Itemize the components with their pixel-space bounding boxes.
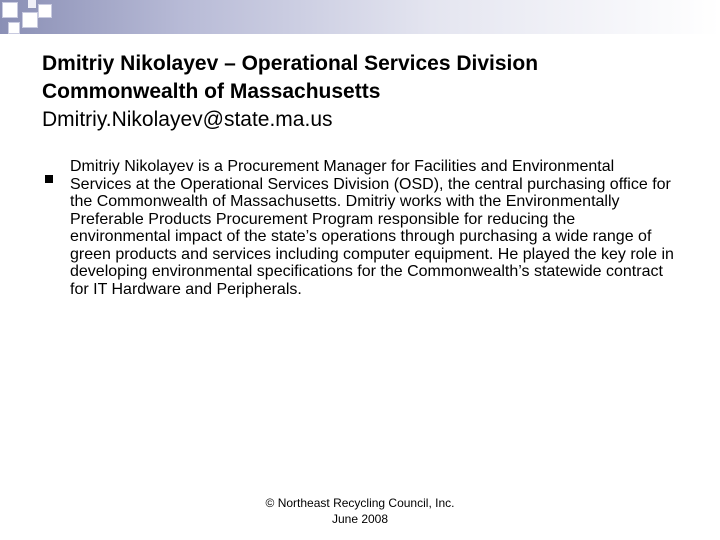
decorative-square	[2, 2, 18, 18]
decorative-square	[38, 4, 52, 18]
footer-copyright: © Northeast Recycling Council, Inc.	[265, 496, 455, 510]
title-commonwealth: Commonwealth of Massachusetts	[42, 80, 381, 103]
slide-title	[42, 50, 682, 134]
bio-paragraph: Dmitriy Nikolayev is a Procurement Manager for Facilities and Environmental Services at the Operational Services Division (OSD), the central purchasing office for the Commonwealth of Massachusetts. Dmitriy works with the Environmentally Preferable Products Procurement Program responsible for reducing the environmental impact of the state’s operations through purchasing a wide range of green products and services including computer equipment. He played the key role in developing environmental specifications for the Commonwealth’s statewide contract for IT Hardware and Peripherals.	[70, 158, 674, 298]
decorative-square	[22, 12, 38, 28]
title-email: Dmitriy.Nikolayev@state.ma.us	[42, 108, 333, 131]
decorative-header-band	[0, 0, 720, 34]
square-bullet-icon	[45, 175, 53, 183]
footer-date: June 2008	[331, 512, 389, 526]
decorative-square	[28, 0, 36, 8]
footer	[230, 495, 490, 527]
title-name-division: Dmitriy Nikolayev – Operational Services Division	[42, 52, 539, 75]
decorative-square	[8, 22, 20, 34]
